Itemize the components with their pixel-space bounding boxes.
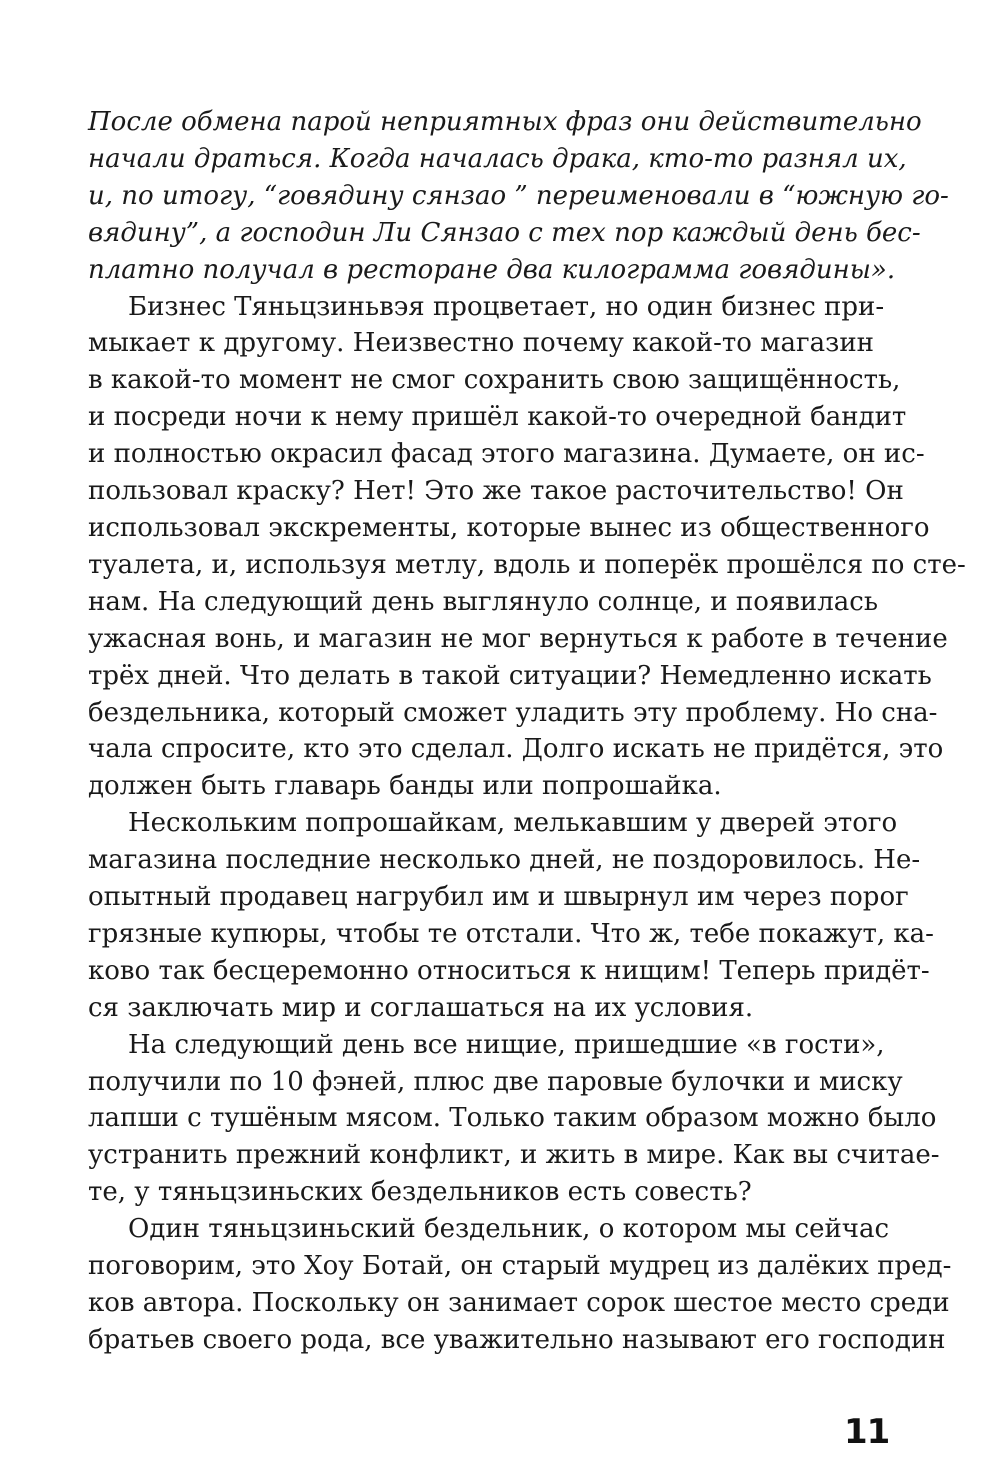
text-line: ся заключать мир и соглашаться на их условия. <box>88 992 754 1023</box>
text-line: использовал экскременты, которые вынес из общественного <box>88 512 930 543</box>
text-line: пользовал краску? Нет! Это же такое расточительство! Он <box>88 476 904 507</box>
text-line: ков автора. Поскольку он занимает сорок шестое место среди <box>88 1288 950 1318</box>
text-line: Один тяньцзиньский бездельник, о котором мы сейчас <box>128 1214 890 1245</box>
text-line: трёх дней. Что делать в такой ситуации? Немедленно искать <box>88 660 932 691</box>
text-line: получили по 10 фэней, плюс две паровые булочки и миску <box>88 1066 903 1097</box>
text-line: Нескольким попрошайкам, мелькавшим у дверей этого <box>128 808 898 839</box>
text-line: начали драться. Когда началась драка, кто-то разнял их, <box>88 143 907 174</box>
text-line: братьев своего рода, все уважительно называют его господин <box>88 1324 946 1355</box>
text-line: нам. На следующий день выглянуло солнце, и появилась <box>88 586 878 617</box>
text-line: ково так бесцеремонно относиться к нищим! Теперь придёт- <box>88 955 930 986</box>
text-line: туалета, и, используя метлу, вдоль и поперёк прошёлся по сте- <box>88 549 966 580</box>
text-line: и, по итогу, “говядину сянзао ” переименовали в “южную го- <box>88 180 949 211</box>
text-line: мыкает к другому. Неизвестно почему какой-то магазин <box>88 328 874 359</box>
text-line: и полностью окрасил фасад этого магазина. Думаете, он ис- <box>88 439 925 470</box>
text-line: те, у тяньцзиньских бездельников есть совесть? <box>88 1177 752 1208</box>
paragraph-beggars <box>88 805 934 1026</box>
text-line: Бизнес Тяньцзиньвэя процветает, но один бизнес при- <box>128 291 885 322</box>
text-line: бездельника, который сможет уладить эту проблему. Но сна- <box>88 697 938 728</box>
paragraph-quote <box>88 104 949 289</box>
text-line: опытный продавец нагрубил им и швырнул им через порог <box>88 882 909 913</box>
text-line: На следующий день все нищие, пришедшие «в гости», <box>128 1029 885 1060</box>
page-body <box>88 104 966 1359</box>
page-number: 11 <box>844 1412 890 1452</box>
text-line: в какой-то момент не смог сохранить свою защищённость, <box>88 365 901 396</box>
text-line: платно получал в ресторане два килограмма говядины». <box>88 254 896 285</box>
text-line: и посреди ночи к нему пришёл какой-то очередной бандит <box>88 402 907 433</box>
text-line: чала спросите, кто это сделал. Долго искать не придётся, это <box>88 734 944 765</box>
text-line: магазина последние несколько дней, не поздоровилось. Не- <box>88 845 921 876</box>
text-line: грязные купюры, чтобы те отстали. Что ж, тебе покажут, ка- <box>88 918 934 949</box>
text-line: должен быть главарь банды или попрошайка. <box>88 771 722 802</box>
text-line: ужасная вонь, и магазин не мог вернуться к работе в течение <box>88 623 948 654</box>
text-line: лапши с тушёным мясом. Только таким образом можно было <box>88 1103 937 1134</box>
paragraph-business <box>88 289 966 806</box>
text-line: вядину”, а господин Ли Сянзао с тех пор каждый день бес- <box>88 217 921 248</box>
paragraph-next-day <box>88 1027 940 1212</box>
text-line: устранить прежний конфликт, и жить в мире. Как вы считае- <box>88 1140 940 1171</box>
paragraph-hou-botai <box>88 1211 952 1359</box>
text-line: После обмена парой неприятных фраз они действительно <box>88 107 922 137</box>
text-line: поговорим, это Хоу Ботай, он старый мудрец из далёких пред- <box>88 1251 952 1282</box>
